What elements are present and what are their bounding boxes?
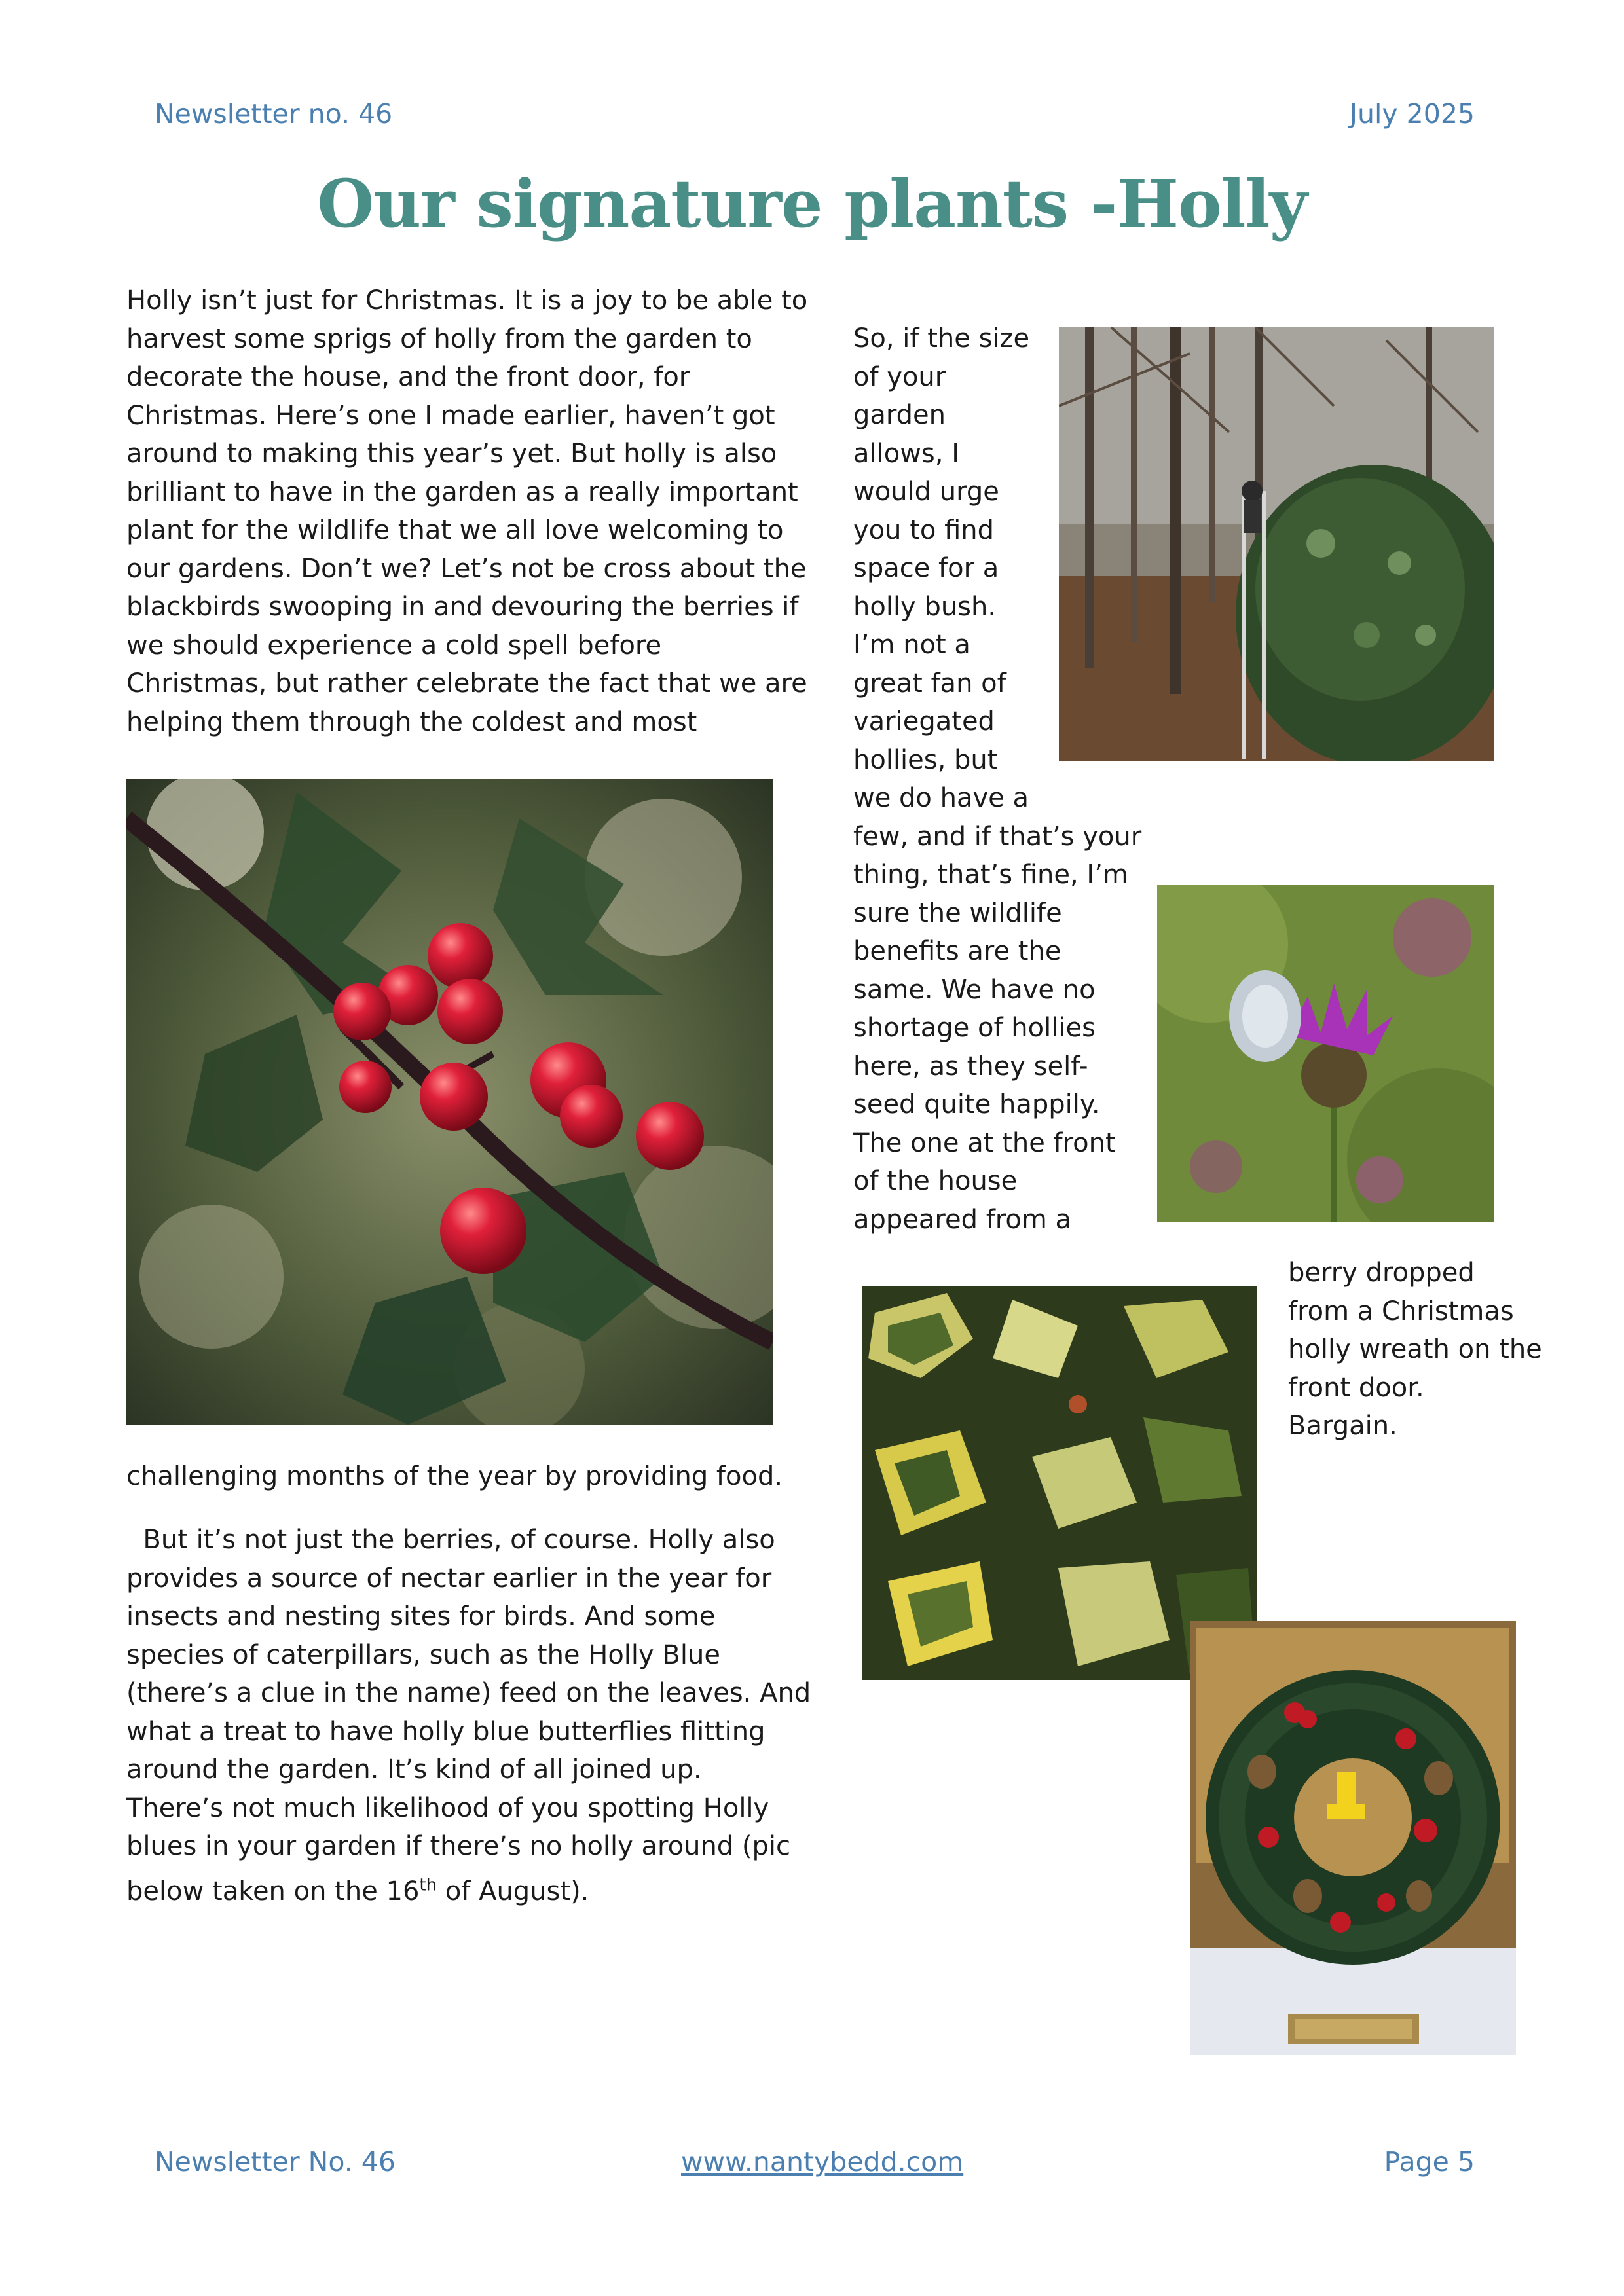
text-line: helping them through the coldest and most	[126, 706, 697, 737]
text-line: So, if the size	[853, 323, 1030, 354]
last-line-tail: of August).	[437, 1876, 589, 1906]
text-line: holly wreath on the	[1288, 1334, 1542, 1364]
text-line: Holly isn’t just for Christmas. It is a joy to be able to	[126, 285, 808, 316]
christmas-wreath-photo	[1190, 1621, 1516, 2055]
text-line: we do have a	[853, 783, 1029, 813]
text-line: thing, that’s fine, I’m	[853, 860, 1128, 890]
text-line: around the garden. It’s kind of all joined up.	[126, 1755, 702, 1785]
text-line: garden	[853, 400, 946, 430]
footer-newsletter-number: Newsletter No. 46	[155, 2146, 396, 2178]
continuation-line	[126, 1457, 783, 1496]
website-link[interactable]: www.nantybedd.com	[681, 2146, 964, 2178]
text-line: we should experience a cold spell before	[126, 630, 662, 661]
text-line: Christmas. Here’s one I made earlier, haven’t got	[126, 400, 775, 431]
text-line: of the house	[853, 1166, 1018, 1196]
text-line: blackbirds swooping in and devouring the berries if	[126, 592, 799, 622]
text-line: appeared from a	[853, 1204, 1072, 1235]
text-line: you to find	[853, 515, 995, 545]
text-line: same. We have no	[853, 974, 1096, 1005]
text-line: great fan of	[853, 668, 1006, 699]
text-line: holly bush.	[853, 591, 997, 622]
text-line	[126, 1872, 811, 1911]
text-line: what a treat to have holly blue butterflies flitting	[126, 1716, 766, 1747]
text-line: allows, I	[853, 438, 959, 469]
holly-berries-photo	[126, 779, 773, 1425]
ordinal-suffix: th	[419, 1875, 437, 1895]
text-line: shortage of hollies	[853, 1013, 1096, 1043]
text-line: brilliant to have in the garden as a really important	[126, 477, 798, 507]
text-line: sure the wildlife	[853, 898, 1062, 928]
text-line: variegated	[853, 706, 995, 737]
text-line: The one at the front	[853, 1127, 1116, 1158]
text-line: our gardens. Don’t we? Let’s not be cross about the	[126, 553, 807, 584]
berries-paragraph	[126, 1521, 811, 1910]
text-line: around to making this year’s yet. But holly is also	[126, 439, 777, 469]
text-line: There’s not much likelihood of you spotting Holly	[126, 1793, 769, 1823]
text-line: But it’s not just the berries, of course. Holly also	[126, 1525, 775, 1555]
text-line: harvest some sprigs of holly from the garden to	[126, 323, 752, 354]
text-line: of your	[853, 361, 946, 392]
wreath-paragraph	[1288, 1254, 1542, 1446]
holly-blue-butterfly-photo	[1157, 885, 1494, 1222]
header-newsletter-number: Newsletter no. 46	[155, 98, 393, 130]
page-number: Page 5	[1384, 2146, 1475, 2178]
last-line-text: below taken on the 16	[126, 1876, 420, 1906]
page-title: Our signature plants -Holly	[317, 165, 1307, 242]
text-line: plant for the wildlife that we all love welcoming to	[126, 515, 784, 545]
text-line: (there’s a clue in the name) feed on the leaves. And	[126, 1678, 811, 1708]
text-line: insects and nesting sites for birds. And some	[126, 1601, 716, 1631]
text-line: here, as they self-	[853, 1051, 1088, 1082]
text-line: challenging months of the year by providing food.	[126, 1461, 783, 1491]
text-line: would urge	[853, 477, 999, 507]
text-line: front door.	[1288, 1372, 1424, 1403]
text-line: few, and if that’s your	[853, 821, 1142, 852]
header-date: July 2025	[1349, 98, 1475, 130]
holly-bush-woodland-photo	[1059, 327, 1494, 761]
text-line: seed quite happily.	[853, 1089, 1100, 1120]
text-line: hollies, but	[853, 744, 998, 775]
text-line: decorate the house, and the front door, for	[126, 362, 690, 392]
text-line: blues in your garden if there’s no holly around (pic	[126, 1831, 791, 1861]
text-line: I’m not a	[853, 630, 970, 660]
text-line: Christmas, but rather celebrate the fact that we are	[126, 668, 807, 699]
text-line: berry dropped	[1288, 1258, 1475, 1288]
text-line: space for a	[853, 553, 999, 583]
text-line: species of caterpillars, such as the Holly Blue	[126, 1639, 720, 1670]
text-line: Bargain.	[1288, 1411, 1397, 1441]
text-line: benefits are the	[853, 936, 1061, 966]
text-line: from a Christmas	[1288, 1296, 1514, 1326]
intro-paragraph	[126, 282, 807, 741]
text-line: provides a source of nectar earlier in the year for	[126, 1563, 772, 1594]
